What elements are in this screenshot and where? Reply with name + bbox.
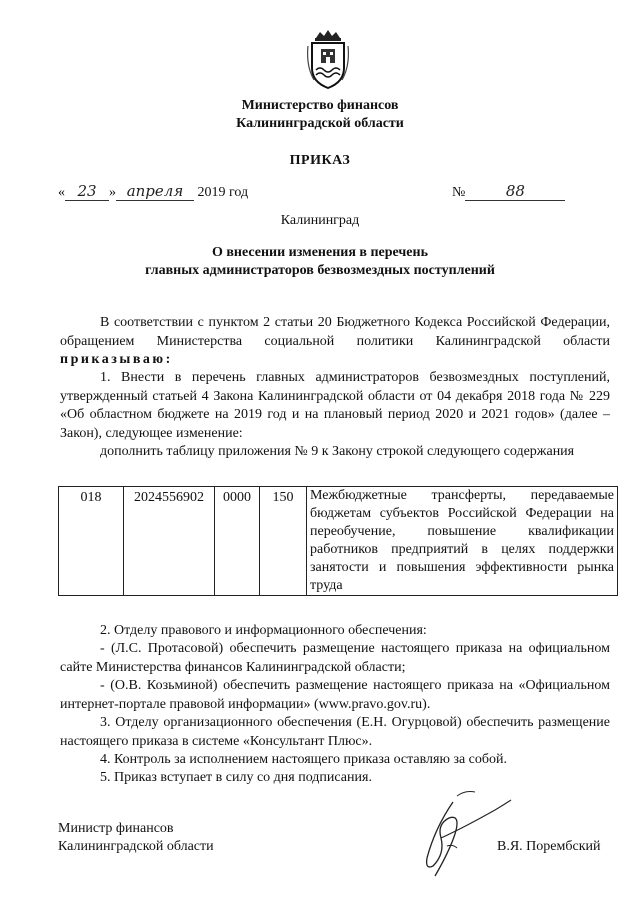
order-number-handwritten: 88 (465, 182, 565, 201)
date-close-quote: » (109, 185, 116, 200)
intro-text: В соответствии с пунктом 2 статьи 20 Бюджетного Кодекса Российской Федерации, обращением Министерства социальной политики Калининградской области (60, 315, 610, 349)
budget-table (58, 486, 618, 596)
document-type-title: ПРИКАЗ (289, 153, 351, 168)
date-month-handwritten: апреля (116, 182, 194, 201)
order-word: приказываю: (60, 352, 173, 367)
coat-of-arms-emblem (306, 30, 350, 90)
table-row (59, 487, 618, 596)
order-number-label: № (452, 185, 466, 200)
item-2-paragraph: 2. Отделу правового и информационного обеспечения: (100, 623, 427, 638)
signatory-position-line2: Калининградской области (58, 839, 214, 854)
order-date (58, 182, 248, 201)
item-3-paragraph: 3. Отделу организационного обеспечения (Е.Н. Огурцовой) обеспечить размещение настоящего приказа в системе «Консультант Плюс». (60, 715, 610, 749)
ministry-name-line2: Калининградской области (236, 116, 404, 131)
cell-description: Межбюджетные трансферты, передаваемые бюджетам субъектов Российской Федерации на переобучение, повышение квалификации работников предприятий в целях поддержки занятости и повышения эффективности рынка труда (307, 487, 618, 596)
cell-admin-code: 018 (59, 487, 124, 596)
item-2b-paragraph: - (О.В. Козьминой) обеспечить размещение настоящего приказа на «Официальном интернет-портале правовой информации» (www.pravo.gov.ru). (60, 678, 610, 712)
item-1-sub-paragraph: дополнить таблицу приложения № 9 к Закону строкой следующего содержания (100, 444, 575, 459)
subject-line1: О внесении изменения в перечень (211, 245, 428, 260)
item-5-paragraph: 5. Приказ вступает в силу со дня подписания. (100, 770, 372, 785)
cell-subcode: 0000 (215, 487, 260, 596)
signatory-position-line1: Министр финансов (58, 821, 174, 836)
date-open-quote: « (58, 185, 65, 200)
item-2a-paragraph: - (Л.С. Протасовой) обеспечить размещение настоящего приказа на официальном сайте Министерства финансов Калининградской области; (60, 641, 610, 675)
subject-line2: главных администраторов безвозмездных поступлений (145, 263, 495, 278)
budget-table-grid (58, 486, 618, 596)
city-name: Калининград (280, 213, 360, 228)
ministry-name-line1: Министерство финансов (241, 98, 399, 113)
item-1-paragraph: 1. Внести в перечень главных администраторов безвозмездных поступлений, утвержденный статьей 4 Закона Калининградской области от 04 декабря 2018 года № 229 «Об областном бюджете на 2019 год и на плановый период 2020 и 2021 годов» (далее – Закон), следующее изменение: (60, 370, 610, 441)
item-4-paragraph: 4. Контроль за исполнением настоящего приказа оставляю за собой. (100, 752, 508, 767)
cell-kbk-code: 2024556902 (124, 487, 215, 596)
order-number (452, 182, 565, 201)
intro-paragraph (60, 314, 610, 370)
signatory-name: В.Я. Порембский (497, 839, 601, 854)
cell-kosgu: 150 (260, 487, 307, 596)
handwritten-signature (405, 788, 515, 883)
date-year: 2019 год (197, 185, 249, 200)
date-day-handwritten: 23 (65, 182, 109, 201)
